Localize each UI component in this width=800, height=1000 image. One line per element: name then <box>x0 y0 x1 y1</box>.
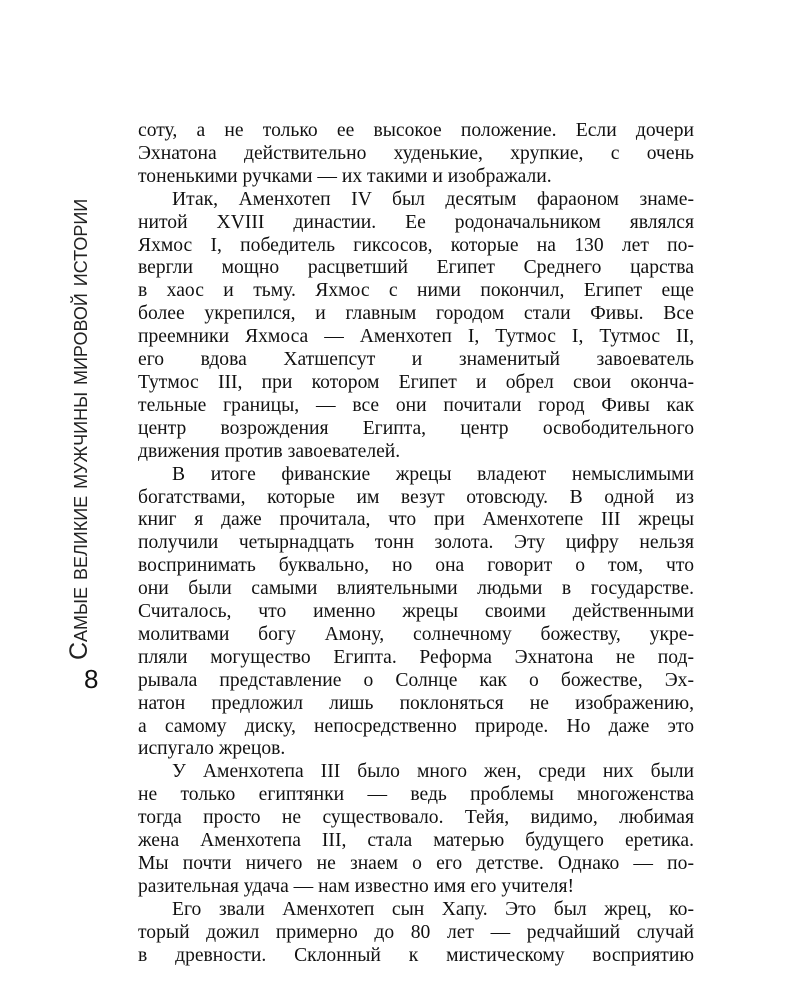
running-head-part: Самые <box>65 580 93 660</box>
text-line: книг я даже прочитала, что при Аменхотепе III жрецы <box>138 509 694 531</box>
text-line: тогда просто не существовало. Тейя, видимо, любимая <box>138 807 694 829</box>
text-line: не только египтянки — ведь проблемы многоженства <box>138 784 694 806</box>
text-line: Эхнатона действительно худенькие, хрупкие, с очень <box>138 142 694 164</box>
text-line: пляли могущество Египта. Реформа Эхнатона не под- <box>138 646 694 668</box>
text-line: богатствами, которые им везут отовсюду. В одной из <box>138 486 694 508</box>
text-line: Итак, Аменхотеп IV был десятым фараоном знаме- <box>172 188 694 210</box>
text-line: разительная удача — нам известно имя его учителя! <box>138 875 575 897</box>
text-line: рывала представление о Солнце как о божестве, Эх- <box>138 669 694 691</box>
text-line: Его звали Аменхотеп сын Хапу. Это был жрец, ко- <box>172 898 694 920</box>
page-number: 8 <box>84 664 99 694</box>
text-line: движения против завоевателей. <box>138 440 401 462</box>
text-line: вергли мощно расцветший Египет Среднего царства <box>138 257 694 279</box>
text-line: в хаос и тьму. Яхмос с ними покончил, Египет еще <box>138 280 694 302</box>
text-line: в древности. Склонный к мистическому восприятию <box>138 944 694 966</box>
text-line: торый дожил примерно до 80 лет — редчайший случай <box>138 921 694 943</box>
text-line: Считалось, что именно жрецы своими действенными <box>138 601 694 623</box>
text-line: более укрепился, и главным городом стали Фивы. Все <box>138 303 694 325</box>
running-head-part: мировой <box>65 286 93 386</box>
text-line: В итоге фиванские жрецы владеют немыслимыми <box>172 463 694 485</box>
text-line: воспринимать буквально, но она говорит о том, что <box>138 555 694 577</box>
text-line: молитвами богу Амону, солнечному божеству, укре- <box>138 623 694 645</box>
text-line: соту, а не только ее высокое положение. Если дочери <box>138 120 694 141</box>
running-head <box>64 199 94 660</box>
text-line: его вдова Хатшепсут и знаменитый завоеватель <box>138 349 694 371</box>
text-line: получили четырнадцать тонн золота. Эту цифру нельзя <box>138 532 694 554</box>
text-line: испугало жрецов. <box>138 738 286 760</box>
text-line: центр возрождения Египта, центр освободительного <box>138 417 694 439</box>
text-line: жена Аменхотепа III, стала матерью будущего еретика. <box>138 830 694 852</box>
text-line: тоненькими ручками — их такими и изображали. <box>138 165 552 187</box>
text-line: а самому диску, непосредственно природе. Но даже это <box>138 715 694 737</box>
running-head-part: великие <box>65 488 93 581</box>
text-line: У Аменхотепа III было много жен, среди них были <box>172 761 694 783</box>
body-text <box>138 120 694 968</box>
text-line: Тутмос III, при котором Египет и обрел свои оконча- <box>138 371 694 393</box>
running-head-part: истории <box>65 198 93 287</box>
text-line: Яхмос I, победитель гиксосов, которые на 130 лет по- <box>138 234 694 256</box>
text-line: Мы почти ничего не знаем о его детстве. Однако — по- <box>138 853 694 874</box>
text-line: натон предложил лишь поклоняться не изображению, <box>138 692 694 714</box>
text-line: тельные границы, — все они почитали город Фивы как <box>138 394 694 416</box>
text-line: они были самыми влиятельными людьми в государстве. <box>138 578 694 600</box>
text-line: нитой XVIII династии. Ее родоначальником являлся <box>138 211 694 233</box>
running-head-part: мужчины <box>65 385 93 489</box>
text-line: преемники Яхмоса — Аменхотеп I, Тутмос I, Тутмос II, <box>138 326 694 348</box>
